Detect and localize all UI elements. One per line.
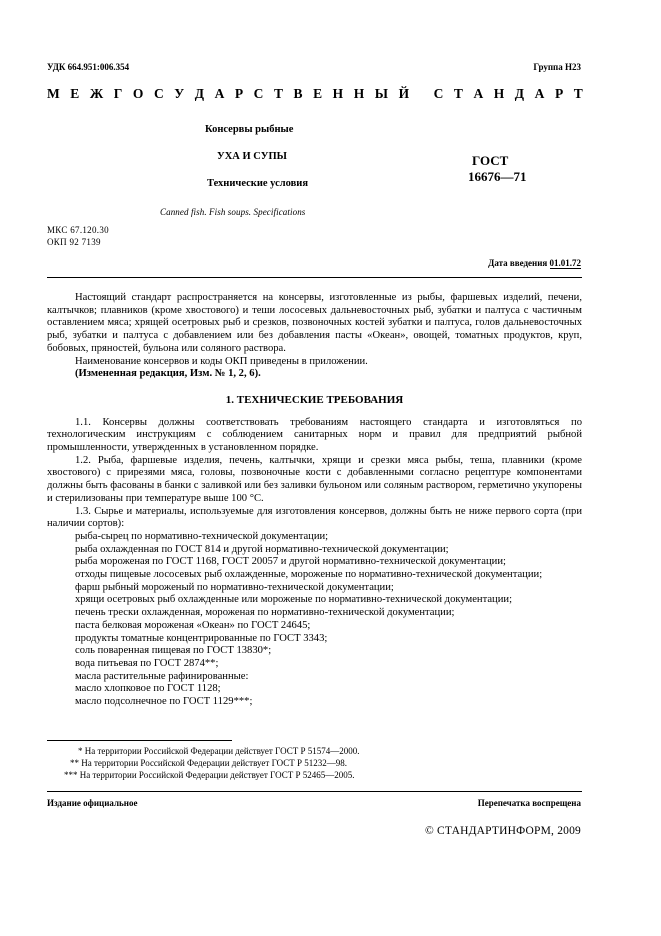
banner-letter: А xyxy=(534,86,545,101)
okp-code: ОКП 92 7139 xyxy=(47,237,101,247)
intro-date-value: 01.01.72 xyxy=(549,258,581,268)
doc-title: УХА И СУПЫ xyxy=(217,151,287,162)
edition-label: Издание официальное xyxy=(47,798,138,808)
intro-note: Наименование консервов и коды ОКП приведены в приложении. xyxy=(75,355,368,367)
materials-list-item: паста белковая мороженая «Океан» по ГОСТ 24645; xyxy=(75,619,311,631)
banner-letter: Р xyxy=(234,86,244,101)
banner-letter: Д xyxy=(194,86,205,101)
banner-letter: С xyxy=(153,86,164,101)
intro-date xyxy=(488,258,581,268)
copyright: © СТАНДАРТИНФОРМ, 2009 xyxy=(425,825,581,837)
materials-list-item: рыба мороженая по ГОСТ 1168, ГОСТ 20057 и другой нормативно-технической документации; xyxy=(75,556,506,568)
banner-letter: О xyxy=(132,86,144,101)
footnotes xyxy=(47,745,582,781)
banner-letter: Н xyxy=(332,86,344,101)
document-body xyxy=(47,292,582,709)
banner-letter: Р xyxy=(554,86,564,101)
banner-letter: В xyxy=(293,86,303,101)
section-heading: 1. ТЕХНИЧЕСКИЕ ТРЕБОВАНИЯ xyxy=(225,393,404,406)
english-title: Canned fish. Fish soups. Specifications xyxy=(160,207,306,217)
materials-list-item: масла растительные рафинированные: xyxy=(75,670,249,682)
footnote: * На территории Российской Федерации действует ГОСТ Р 51574—2000. xyxy=(78,746,360,756)
gost-number: 16676—71 xyxy=(468,169,527,184)
footnote: ** На территории Российской Федерации действует ГОСТ Р 51232—98. xyxy=(70,758,347,768)
banner-letter: Е xyxy=(70,86,80,101)
intro-paragraph: Настоящий стандарт распространяется на консервы, изготовленные из рыбы, фаршевых изделий, печени, калтычков; плавников (кроме хвостового) и теши лососевых дальневосточных рыб, зубатки и палтуса с частичным оставлением мяса; хрящей осетровых рыб и срезков, позвоночных костей зубатки и палтуса, голов дальневосточных рыб, зубатки и палтуса с добавлением или без добавления пасты «Океан», овощей, томатных продуктов, круп, бобовых, пряностей, бульона или соляного раствора. xyxy=(47,292,582,354)
materials-list-item: фарш рыбный мороженый по нормативно-технической документации; xyxy=(75,581,394,593)
materials-list-item: продукты томатные концентрированные по ГОСТ 3343; xyxy=(75,632,328,644)
materials-list-item: рыба охлажденная по ГОСТ 814 и другой нормативно-технической документации; xyxy=(75,543,449,555)
gost-label: ГОСТ xyxy=(472,153,509,168)
banner-letter xyxy=(420,86,423,102)
udk-code: УДК 664.951:006.354 xyxy=(47,62,130,72)
banner-letter: Т xyxy=(453,86,463,101)
footnote: *** На территории Российской Федерации действует ГОСТ Р 52465—2005. xyxy=(64,770,355,780)
banner-letter: А xyxy=(214,86,225,101)
banner-letter: Н xyxy=(353,86,365,101)
group-code: Группа Н23 xyxy=(533,62,581,72)
banner-letter: Н xyxy=(493,86,505,101)
banner-letter: Е xyxy=(313,86,323,101)
standard-banner xyxy=(47,86,583,102)
doc-title-category: Консервы рыбные xyxy=(205,124,294,135)
banner-letter: Й xyxy=(398,86,410,101)
footer-divider xyxy=(47,791,582,792)
banner-letter: С xyxy=(433,86,444,101)
materials-list-item: масло хлопковое по ГОСТ 1128; xyxy=(75,683,221,695)
banner-letter: С xyxy=(253,86,264,101)
banner-letter: Т xyxy=(573,86,583,101)
materials-list-item: масло подсолнечное по ГОСТ 1129***; xyxy=(75,696,253,708)
intro-date-label: Дата введения xyxy=(488,258,548,268)
divider xyxy=(47,277,582,278)
doc-subtitle: Технические условия xyxy=(207,178,309,189)
materials-list-item: вода питьевая по ГОСТ 2874**; xyxy=(75,657,219,669)
materials-list-item: печень трески охлажденная, мороженая по нормативно-технической документации; xyxy=(75,607,455,619)
banner-letter: Г xyxy=(113,86,123,101)
banner-letter: М xyxy=(47,86,60,101)
footnote-divider xyxy=(47,740,232,741)
materials-list-item: рыба-сырец по нормативно-технической документации; xyxy=(75,530,329,542)
classification-codes xyxy=(47,224,109,248)
banner-letter: Ж xyxy=(89,86,104,101)
banner-letter: Д xyxy=(514,86,525,101)
banner-letter: А xyxy=(473,86,484,101)
banner-letter: У xyxy=(174,86,185,101)
materials-list xyxy=(47,531,582,709)
banner-letter: Т xyxy=(273,86,283,101)
banner-letter: Ы xyxy=(374,86,389,101)
materials-list-item: хрящи осетровых рыб охлажденные или мороженые по нормативно-технической документации; xyxy=(75,594,513,606)
clause-1-3: 1.3. Сырье и материалы, используемые для изготовления консервов, должны быть не ниже первого сорта (при наличии сортов): xyxy=(47,505,582,530)
materials-list-item: соль поваренная пищевая по ГОСТ 13830*; xyxy=(75,645,272,657)
clause-1-1: 1.1. Консервы должны соответствовать требованиям настоящего стандарта и изготовляться по технологическим инструкциям с соблюдением санитарных норм и правил для предприятий рыбной промышленности, утвержденных в установленном порядке. xyxy=(47,416,582,454)
gost-block xyxy=(468,153,527,185)
reprint-notice: Перепечатка воспрещена xyxy=(477,798,581,808)
materials-list-item: отходы пищевые лососевых рыб охлажденные, мороженые по нормативно-технической документации; xyxy=(75,569,543,581)
clause-1-2: 1.2. Рыба, фаршевые изделия, печень, калтычки, хрящи и срезки мяса рыбы, теша, плавники (кроме хвостового) с прирезями мяса, головы, позвоночные кости с добавленными согласно рецептуре компонентами должны быть фасованы в банки с заливкой или без заливки бульоном или соляным раствором, герметично укупорены и стерилизованы при температуре выше 100 °С. xyxy=(47,454,582,504)
amendment-note: (Измененная редакция, Изм. № 1, 2, 6). xyxy=(75,368,261,380)
mks-code: МКС 67.120.30 xyxy=(47,225,109,235)
